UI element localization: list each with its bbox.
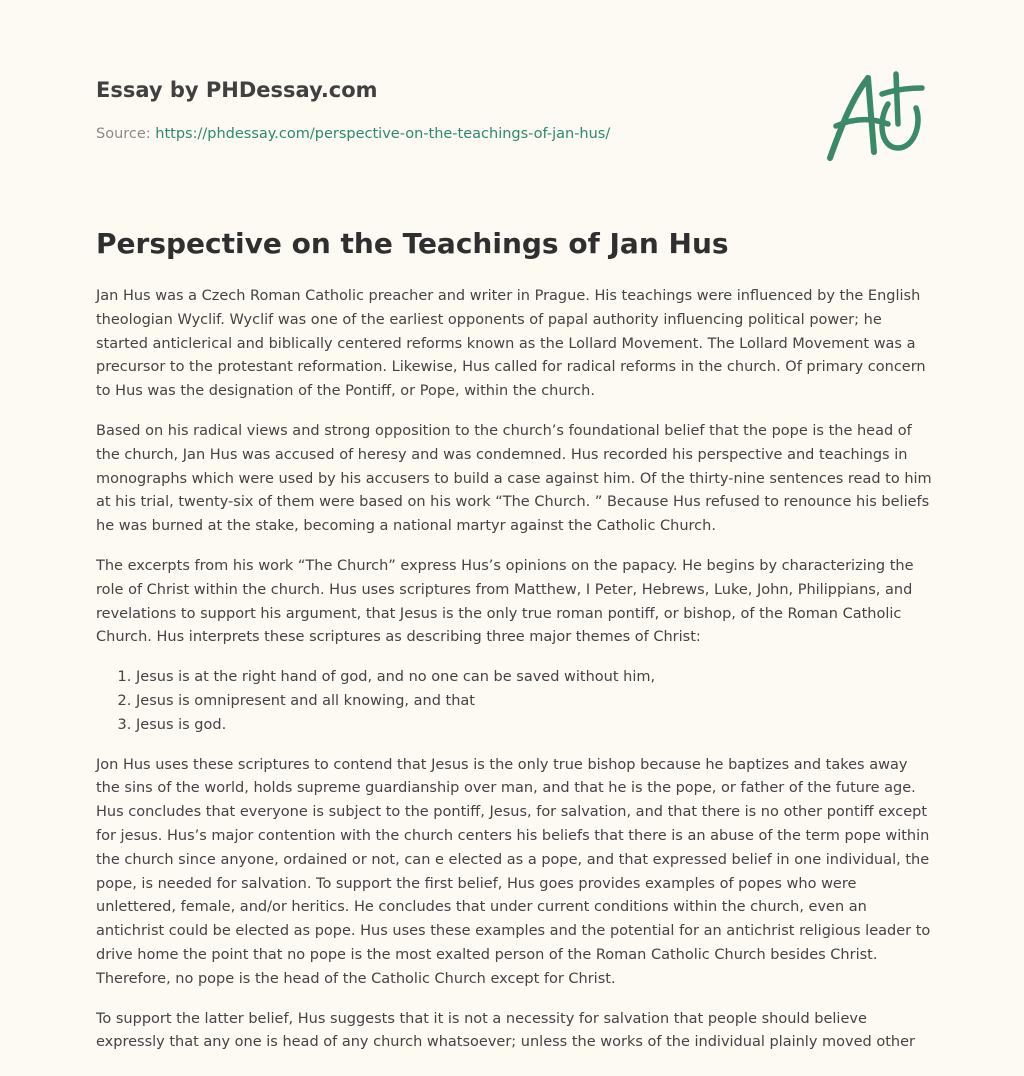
source-link[interactable]: https://phdessay.com/perspective-on-the-teachings-of-jan-hus/ bbox=[155, 126, 611, 142]
paragraph: To support the latter belief, Hus suggests that it is not a necessity for salvation that people should believe expressly that any one is head of any church whatsoever; unless the works of the individual plainly moved other bbox=[96, 1010, 915, 1051]
paragraph: Based on his radical views and strong opposition to the church’s foundational belief that the pope is the head of the church, Jan Hus was accused of heresy and was condemned. Hus recorded his perspective and teachings in monographs which were used by his accusers to build a case against him. Of the thirty-nine sentences read to him at his trial, twenty-six of them were based on his work “The Church. ” Because Hus refused to renounce his beliefs he was burned at the stake, becoming a national martyr against the Catholic Church. bbox=[96, 422, 932, 535]
paragraph: Jon Hus uses these scriptures to contend that Jesus is the only true bishop because he baptizes and takes away the sins of the world, holds supreme guardianship over man, and that he is the pope, or father of the future age. Hus concludes that everyone is subject to the pontiff, Jesus, for salvation, and that there is no other pontiff except for jesus. Hus’s major contention with the church centers his beliefs that there is an abuse of the term pope within the church since anyone, ordained or not, can e elected as a pope, and that expressed belief in one individual, the pope, is needed for salvation. To support the first belief, Hus goes provides examples of popes who were unlettered, female, and/or heritics. He concludes that under current conditions within the church, even an antichrist could be elected as pope. Hus uses these examples and the potential for an antichrist religious leader to drive home the point that no pope is the most exalted person of the Roman Catholic Church besides Christ. Therefore, no pope is the head of the Catholic Church except for Christ. bbox=[96, 756, 931, 987]
source-label: Source: bbox=[96, 126, 156, 142]
list-item: 1. Jesus is at the right hand of god, and no one can be saved without him, bbox=[136, 666, 932, 690]
page-header bbox=[96, 76, 796, 144]
article-body bbox=[96, 285, 932, 1071]
list-item: 3. Jesus is god. bbox=[136, 714, 932, 738]
paragraph: The excerpts from his work “The Church” express Hus’s opinions on the papacy. He begins by characterizing the role of Christ within the church. Hus uses scriptures from Matthew, I Peter, Hebrews, Luke, John, Philippians, and revelations to support his argument, that Jesus is the only true roman pontiff, or bishop, of the Roman Catholic Church. Hus interprets these scriptures as describing three major themes of Christ: bbox=[96, 557, 914, 646]
a-plus-grade-logo bbox=[822, 68, 926, 164]
list-item: 2. Jesus is omnipresent and all knowing, and that bbox=[136, 690, 932, 714]
themes-list bbox=[96, 666, 932, 737]
article-title: Perspective on the Teachings of Jan Hus bbox=[96, 227, 729, 260]
site-brand: Essay by PHDessay.com bbox=[96, 78, 378, 102]
source-line bbox=[96, 124, 796, 144]
paragraph: Jan Hus was a Czech Roman Catholic preacher and writer in Prague. His teachings were influenced by the English theologian Wyclif. Wyclif was one of the earliest opponents of papal authority influencing political power; he started anticlerical and biblically centered reforms known as the Lollard Movement. The Lollard Movement was a precursor to the protestant reformation. Likewise, Hus called for radical reforms in the church. Of primary concern to Hus was the designation of the Pontiff, or Pope, within the church. bbox=[96, 288, 926, 400]
